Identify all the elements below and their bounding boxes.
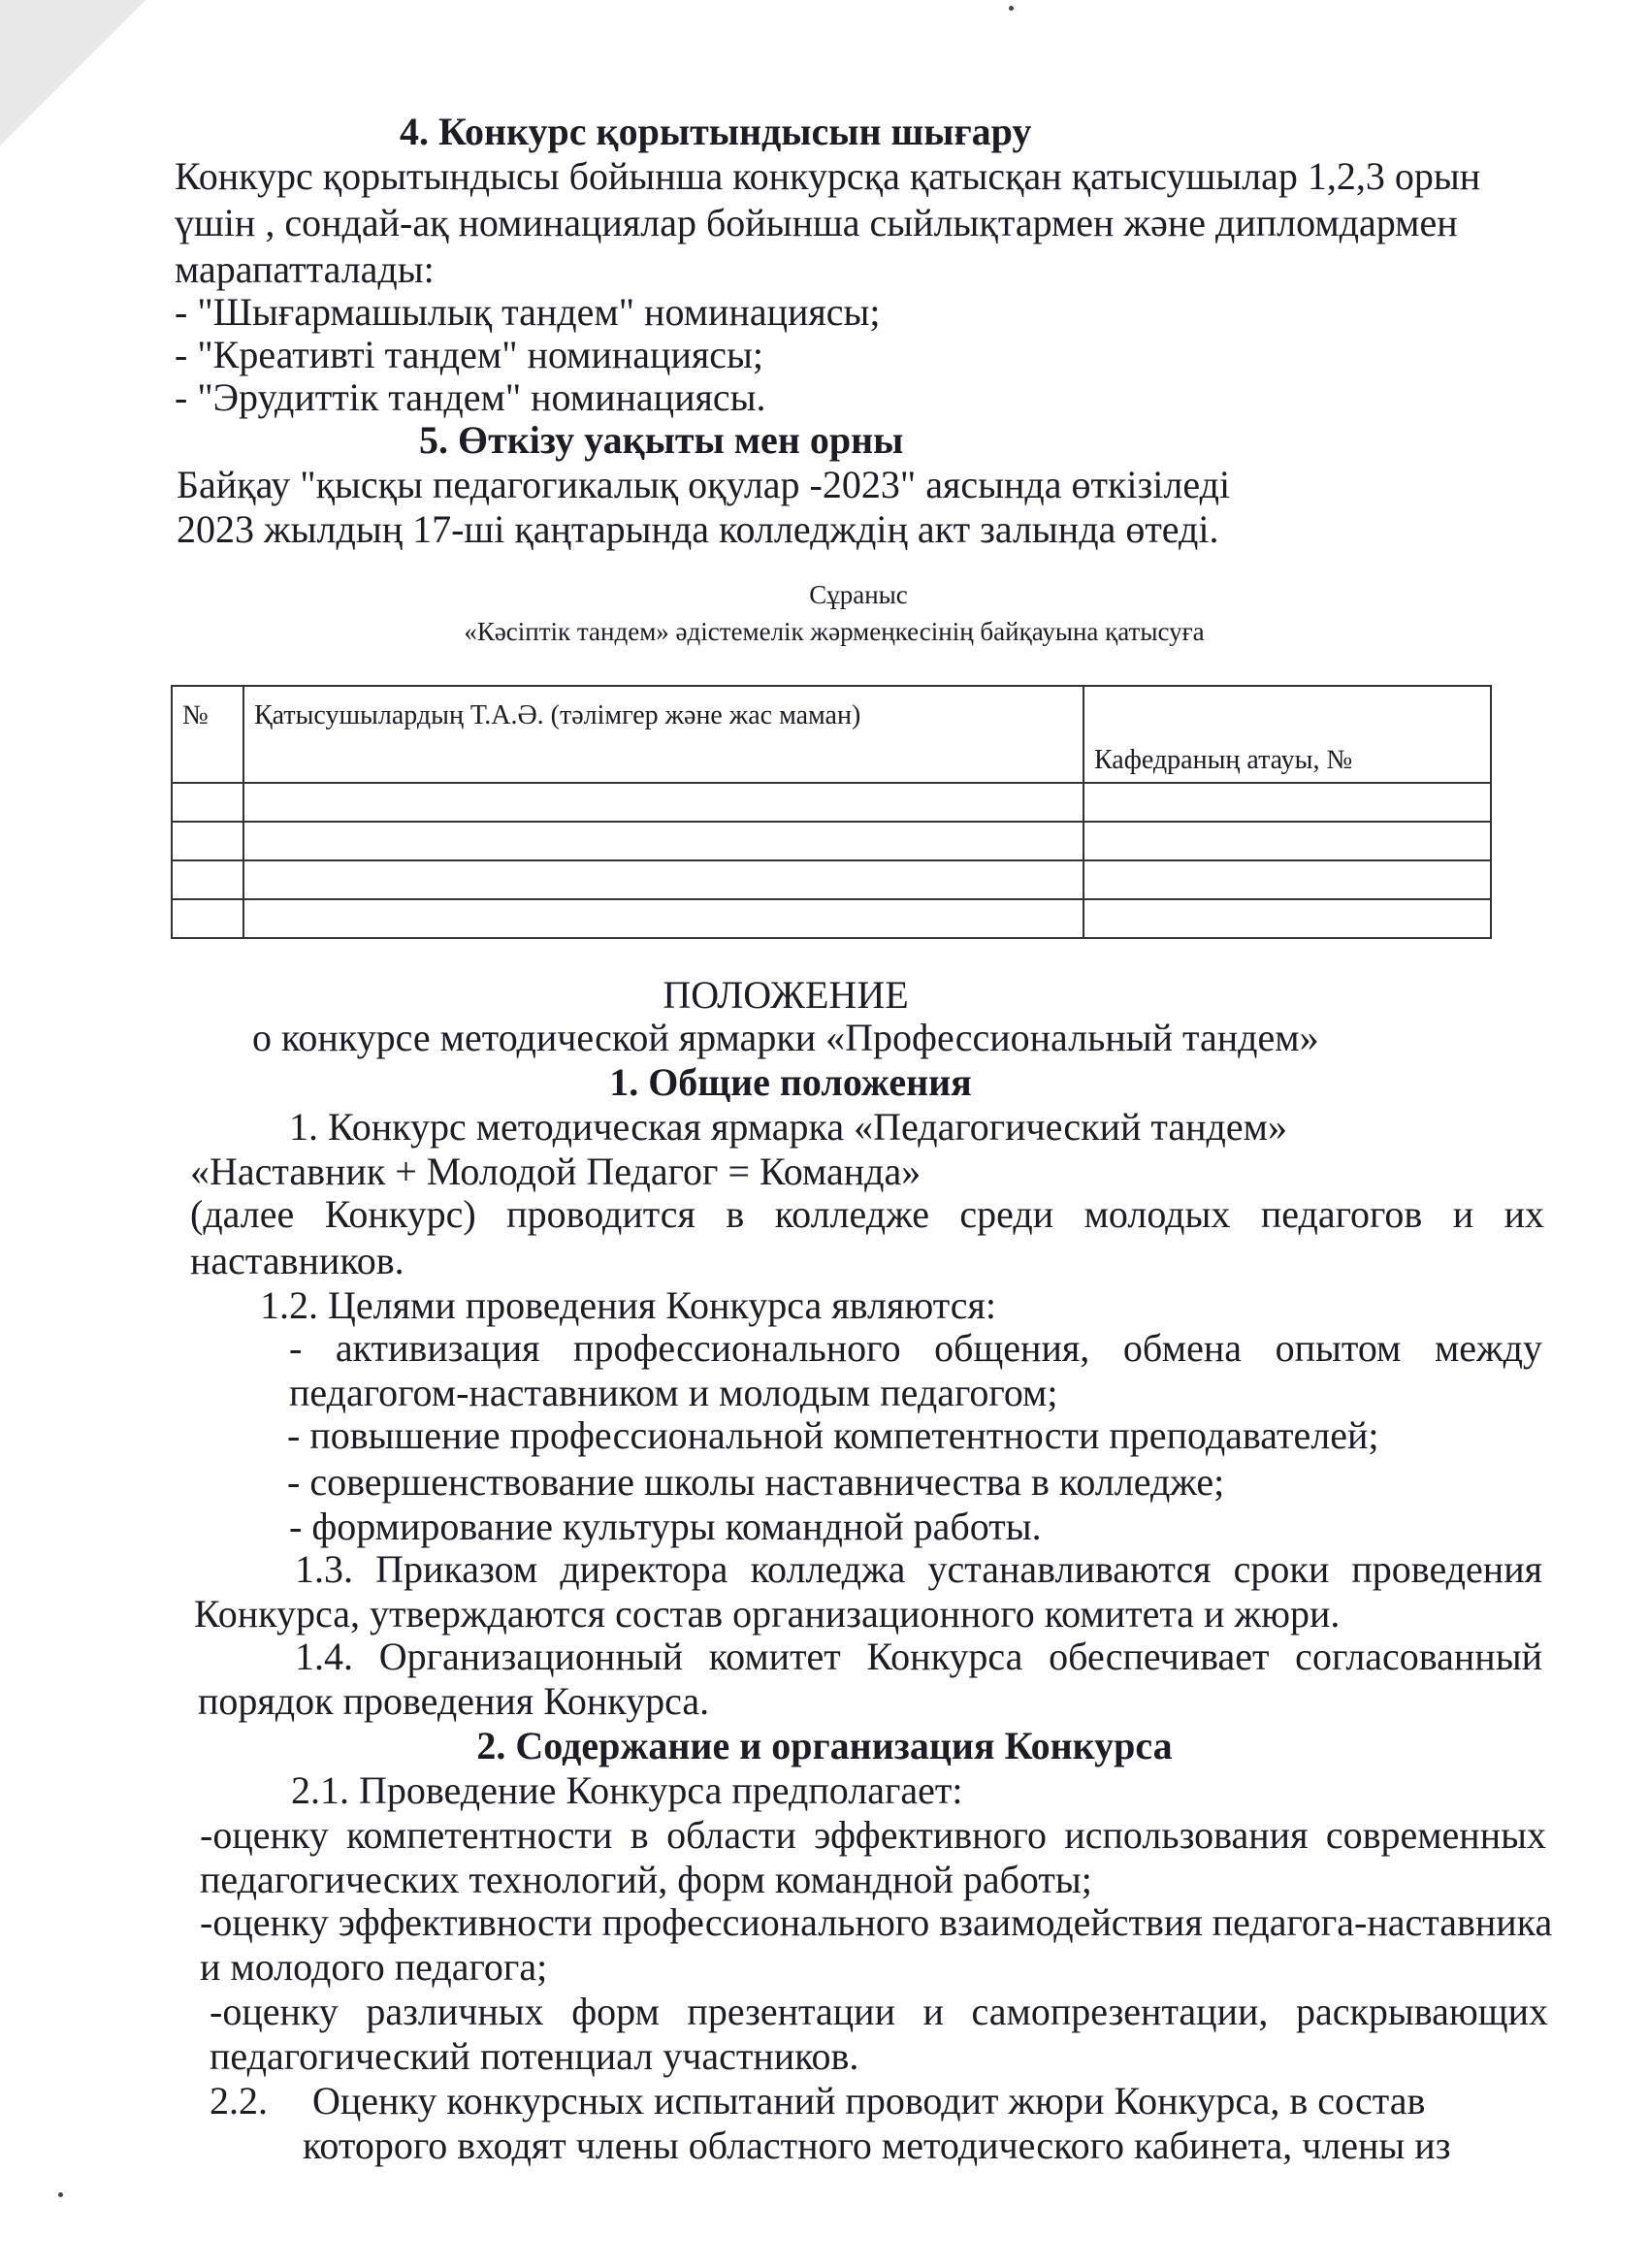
assessment-item: педагогический потенциал участников. <box>210 2034 859 2078</box>
goal-item: - повышение профессиональной компетентности преподавателей; <box>287 1413 1379 1457</box>
table-cell <box>172 783 243 822</box>
goal-item: - совершенствование школы наставничества в колледже; <box>287 1460 1225 1504</box>
column-header-participants: Қатысушылардың Т.А.Ә. (тәлімгер және жас маман) <box>243 686 1083 783</box>
paragraph-line: Конкурса, утверждаются состав организационного комитета и жюри. <box>194 1592 1341 1636</box>
table-cell <box>243 899 1083 938</box>
paragraph-line: 2.1. Проведение Конкурса предполагает: <box>291 1768 963 1812</box>
regulation-title: ПОЛОЖЕНИЕ <box>663 973 909 1017</box>
paragraph-line: порядок проведения Конкурса. <box>198 1679 710 1723</box>
goal-item: - формирование культуры командной работы. <box>289 1505 1042 1548</box>
goal-item: - активизация профессионального общения, обмена опытом между <box>289 1326 1542 1370</box>
application-table <box>171 685 1492 939</box>
scan-edge-shadow <box>0 0 146 146</box>
paragraph-line: наставников. <box>190 1239 404 1282</box>
table-cell <box>172 822 243 860</box>
goal-item: педагогом-наставником и молодым педагогом; <box>289 1371 1058 1414</box>
assessment-item: педагогических технологий, форм командной работы; <box>200 1858 1092 1901</box>
table-cell <box>172 899 243 938</box>
paragraph-line: 1.3. Приказом директора колледжа устанавливаются сроки проведения <box>295 1547 1542 1591</box>
table-cell <box>172 860 243 899</box>
table-cell <box>243 783 1083 822</box>
paragraph-number: 2.2. <box>210 2079 268 2122</box>
assessment-item: и молодого педагога; <box>200 1945 548 1989</box>
table-row <box>172 822 1491 860</box>
paragraph-line: «Наставник + Молодой Педагог = Команда» <box>190 1150 922 1193</box>
assessment-item: -оценку компетентности в области эффективного использования современных <box>200 1813 1546 1857</box>
assessment-item: -оценку эффективности профессионального взаимодействия педагога-наставника <box>200 1900 1553 1944</box>
paragraph-line: 1.2. Целями проведения Конкурса являются: <box>260 1283 996 1327</box>
table-cell <box>1083 783 1491 822</box>
table-cell <box>1083 899 1491 938</box>
table-header-row <box>172 686 1491 783</box>
regulation-subtitle: о конкурсе методической ярмарки «Профессиональный тандем» <box>252 1016 1319 1059</box>
table-row <box>172 899 1491 938</box>
table-cell <box>1083 822 1491 860</box>
table-row <box>172 860 1491 899</box>
table-cell <box>1083 860 1491 899</box>
section5-line: Байқау "қысқы педагогикалық оқулар -2023" аясында өткізіледі <box>177 463 1231 506</box>
scan-speck <box>1009 6 1014 11</box>
section4-line: Конкурс қорытындысы бойынша конкурсқа қатысқан қатысушылар 1,2,3 орын <box>175 154 1481 198</box>
nomination-item: - "Креативті тандем" номинациясы; <box>175 333 764 376</box>
section4-line: марапатталады: <box>175 247 435 291</box>
application-subtitle: «Кәсіптік тандем» әдістемелік жәрмеңкесінің байқауына қатысуға <box>464 617 1205 646</box>
paragraph-line: (далее Конкурс) проводится в колледже среди молодых педагогов и их <box>190 1192 1544 1236</box>
scan-speck <box>58 2192 63 2197</box>
table-cell <box>243 822 1083 860</box>
column-header-department: Кафедраның атауы, № <box>1083 686 1491 783</box>
column-header-number: № <box>172 686 243 783</box>
paragraph-line: 1. Конкурс методическая ярмарка «Педагогический тандем» <box>289 1105 1287 1149</box>
nomination-item: - "Эрудиттік тандем" номинациясы. <box>175 375 766 419</box>
section4-line: үшін , сондай-ақ номинациялар бойынша сыйлықтармен және дипломдармен <box>175 201 1458 244</box>
paragraph-line: 1.4. Организационный комитет Конкурса обеспечивает согласованный <box>295 1635 1542 1678</box>
application-title: Сұраныс <box>809 580 908 609</box>
table-cell <box>243 860 1083 899</box>
paragraph-line: которого входят члены областного методического кабинета, члены из <box>303 2123 1451 2167</box>
nomination-item: - "Шығармашылық тандем" номинациясы; <box>175 290 881 334</box>
section4-heading: 4. Конкурс қорытындысын шығару <box>400 110 1032 153</box>
section5-heading: 5. Өткізу уақыты мен орны <box>419 418 904 462</box>
assessment-item: -оценку различных форм презентации и самопрезентации, раскрывающих <box>210 1990 1548 2033</box>
paragraph-line: Оценку конкурсных испытаний проводит жюри Конкурса, в состав <box>312 2079 1426 2122</box>
table-row <box>172 783 1491 822</box>
section2-heading: 2. Содержание и организация Конкурса <box>476 1724 1173 1767</box>
section5-line: 2023 жылдың 17-ші қаңтарында колледждің акт залында өтеді. <box>177 507 1219 551</box>
section1-heading: 1. Общие положения <box>609 1060 972 1104</box>
